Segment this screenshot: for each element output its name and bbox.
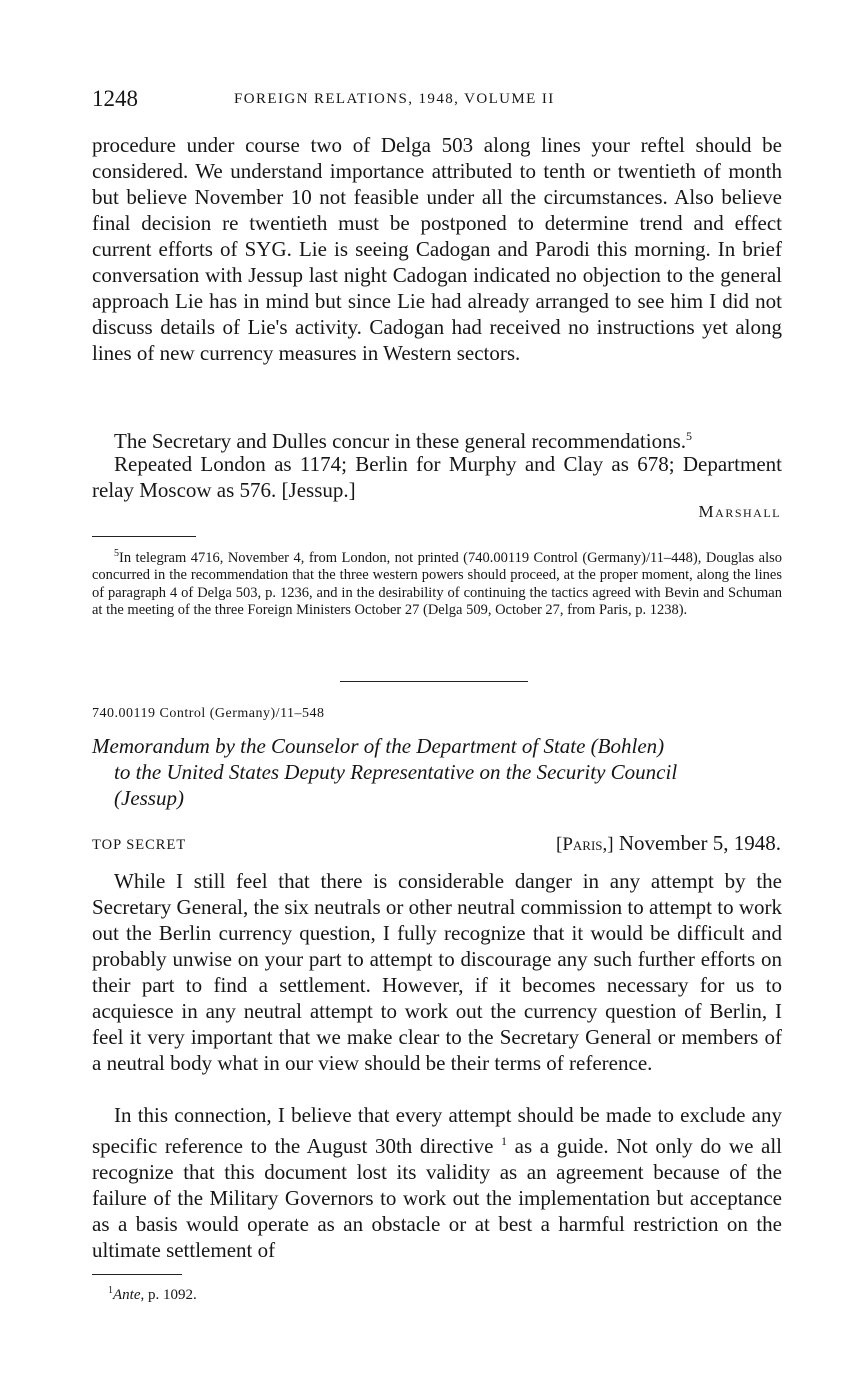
running-head xyxy=(92,86,782,116)
telegram-paragraph-2 xyxy=(92,423,782,454)
paragraph-text: procedure under course two of Delga 503 along lines your reftel should be considered. We understand importance attributed to tenth or twentieth of month but believe November 10 not feasible under all the circumstances. Also believe final decision re twentieth must be postponed to determine trend and effect current efforts of SYG. Lie is seeing Cadogan and Parodi this morning. In brief conversation with Jessup last night Cadogan indicated no objection to the general approach Lie has in mind but since Lie had already arranged to see him I did not discuss details of Lie's activity. Cadogan had received no instructions yet along lines of new currency measures in Western sectors. xyxy=(92,133,782,365)
footnote-rule xyxy=(92,536,196,537)
paragraph-text: The Secretary and Dulles concur in these general recommendations. xyxy=(114,429,687,453)
running-title: FOREIGN RELATIONS, 1948, VOLUME II xyxy=(234,91,555,107)
footnote-rule xyxy=(92,1274,182,1275)
memo-heading xyxy=(92,733,792,811)
memo-paragraph-1 xyxy=(92,868,782,1076)
footnote-mark: 1 xyxy=(108,1285,113,1296)
memo-heading-line-1: Memorandum by the Counselor of the Department of State (Bohlen) xyxy=(92,734,665,758)
dateline-date: November 5, 1948. xyxy=(618,831,781,855)
footnote-1 xyxy=(108,1282,798,1305)
paragraph-text: In this connection, I believe that every attempt should be made to exclude any specific reference to the August 30th directive xyxy=(92,1103,782,1158)
memo-paragraph-2 xyxy=(92,1102,782,1263)
paragraph-text: as a guide. Not only do we all recognize that this document lost its validity as an agreement because of the failure of the Military Governors to work out the implementation but acceptance as a basis would operate as an obstacle or at best a harmful restriction on the ultimate settlement of xyxy=(92,1134,783,1262)
footnote-mark[interactable]: 1 xyxy=(501,1134,508,1148)
file-number: 740.00119 Control (Germany)/11–548 xyxy=(92,706,325,721)
telegram-paragraph-1 xyxy=(92,132,782,366)
section-divider xyxy=(340,681,528,682)
paragraph-text: While I still feel that there is considerable danger in any attempt by the Secretary General, the six neutrals or other neutral commission to attempt to work out the Berlin currency question, I fully recognize that it would be difficult and probably unwise on your part to attempt to discourage any such further efforts on their part to find a settlement. However, if it becomes necessary for us to acquiesce in any neutral attempt to work out the currency question of Berlin, I feel it very important that we make clear to the Secretary General or members of a neutral body what in our view should be their terms of reference. xyxy=(92,869,782,1075)
footnote-mark[interactable]: 5 xyxy=(686,429,693,443)
footnote-text: , p. 1092. xyxy=(140,1287,197,1303)
footnote-5 xyxy=(92,545,782,620)
memo-heading-line-2: to the United States Deputy Representative on the Security Council xyxy=(114,760,678,784)
page-number: 1248 xyxy=(92,86,138,111)
classification-label: TOP SECRET xyxy=(92,837,187,853)
memo-heading-line-3: (Jessup) xyxy=(114,786,184,810)
footnote-ante: Ante xyxy=(113,1287,141,1303)
signature: Marshall xyxy=(698,502,781,521)
telegram-paragraph-3 xyxy=(92,451,782,503)
paragraph-text: Repeated London as 1174; Berlin for Murphy and Clay as 678; Department relay Moscow as 576. [Jessup.] xyxy=(92,452,782,502)
dateline xyxy=(556,831,781,856)
dateline-place: [Paris,] xyxy=(556,834,614,855)
footnote-mark: 5 xyxy=(114,548,119,559)
footnote-text: In telegram 4716, November 4, from London, not printed (740.00119 Control (Germany)/11–448), Douglas also concurred in the recommendation that the three western powers should proceed, at the proper moment, along the lines of paragraph 4 of Delga 503, p. 1236, and in the desirability of continuing the tactics agreed with Bevin and Schuman at the meeting of the three Foreign Ministers October 27 (Delga 509, October 27, from Paris, p. 1238). xyxy=(92,549,782,619)
